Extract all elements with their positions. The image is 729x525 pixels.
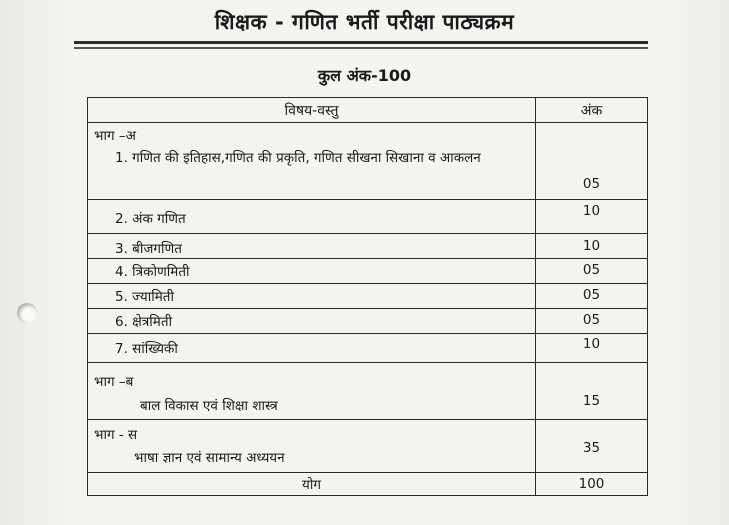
marks-cell — [536, 284, 648, 309]
marks-cell — [536, 309, 648, 334]
marks-cell — [536, 234, 648, 259]
table-header-row — [88, 98, 648, 123]
row-marks: 05 — [582, 312, 601, 328]
table-row — [88, 200, 648, 234]
row-label: 4. त्रिकोणमिती — [115, 264, 190, 280]
row-label: भाषा ज्ञान एवं सामान्य अध्ययन — [134, 450, 285, 466]
section-label-c: भाग - स — [94, 427, 138, 443]
syllabus-table — [87, 97, 648, 496]
table-row — [88, 259, 648, 284]
title-underline-second — [74, 47, 648, 49]
table-row — [88, 334, 648, 363]
punch-hole — [17, 303, 37, 323]
marks-cell — [536, 420, 648, 473]
header-marks: अंक — [536, 98, 648, 123]
row-label: 2. अंक गणित — [115, 211, 186, 227]
row-marks: 10 — [582, 336, 601, 352]
header-subject: विषय-वस्तु — [88, 98, 536, 123]
section-cell — [88, 420, 536, 473]
row-label: 5. ज्यामिती — [115, 289, 174, 305]
table-row — [88, 123, 648, 200]
section-label-b: भाग –ब — [94, 374, 134, 390]
table-row — [88, 284, 648, 309]
table-row — [88, 420, 648, 473]
total-marks: कुल अंक-100 — [317, 66, 412, 85]
title-underline — [74, 41, 648, 44]
table-row — [88, 234, 648, 259]
marks-cell — [536, 200, 648, 234]
section-cell — [88, 123, 536, 200]
row-marks: 10 — [582, 238, 601, 254]
marks-cell — [536, 123, 648, 200]
row-marks: 35 — [582, 440, 601, 456]
marks-cell — [536, 363, 648, 420]
row-cell — [88, 234, 536, 259]
row-label: 3. बीजगणित — [115, 241, 182, 257]
row-marks: 10 — [582, 203, 601, 219]
table-row — [88, 309, 648, 334]
row-cell — [88, 309, 536, 334]
total-label: योग — [88, 473, 536, 496]
marks-cell — [536, 259, 648, 284]
row-cell — [88, 200, 536, 234]
row-label: बाल विकास एवं शिक्षा शास्त्र — [140, 398, 278, 414]
page-title: शिक्षक - गणित भर्ती परीक्षा पाठ्यक्रम — [214, 10, 515, 34]
section-label-a: भाग –अ — [94, 128, 136, 144]
table-total-row — [88, 473, 648, 496]
row-label: 6. क्षेत्रमिती — [115, 314, 173, 330]
row-marks: 05 — [582, 262, 601, 278]
row-label: 1. गणित की इतिहास,गणित की प्रकृति, गणित सीखना सिखाना व आकलन — [115, 150, 481, 166]
total-marks-value: 100 — [536, 473, 648, 496]
row-marks: 05 — [582, 287, 601, 303]
row-cell — [88, 284, 536, 309]
row-marks: 15 — [582, 393, 601, 409]
row-cell — [88, 259, 536, 284]
table-row — [88, 363, 648, 420]
marks-cell — [536, 334, 648, 363]
section-cell — [88, 363, 536, 420]
row-cell — [88, 334, 536, 363]
row-marks: 05 — [582, 176, 601, 192]
row-label: 7. सांख्यिकी — [115, 341, 178, 357]
